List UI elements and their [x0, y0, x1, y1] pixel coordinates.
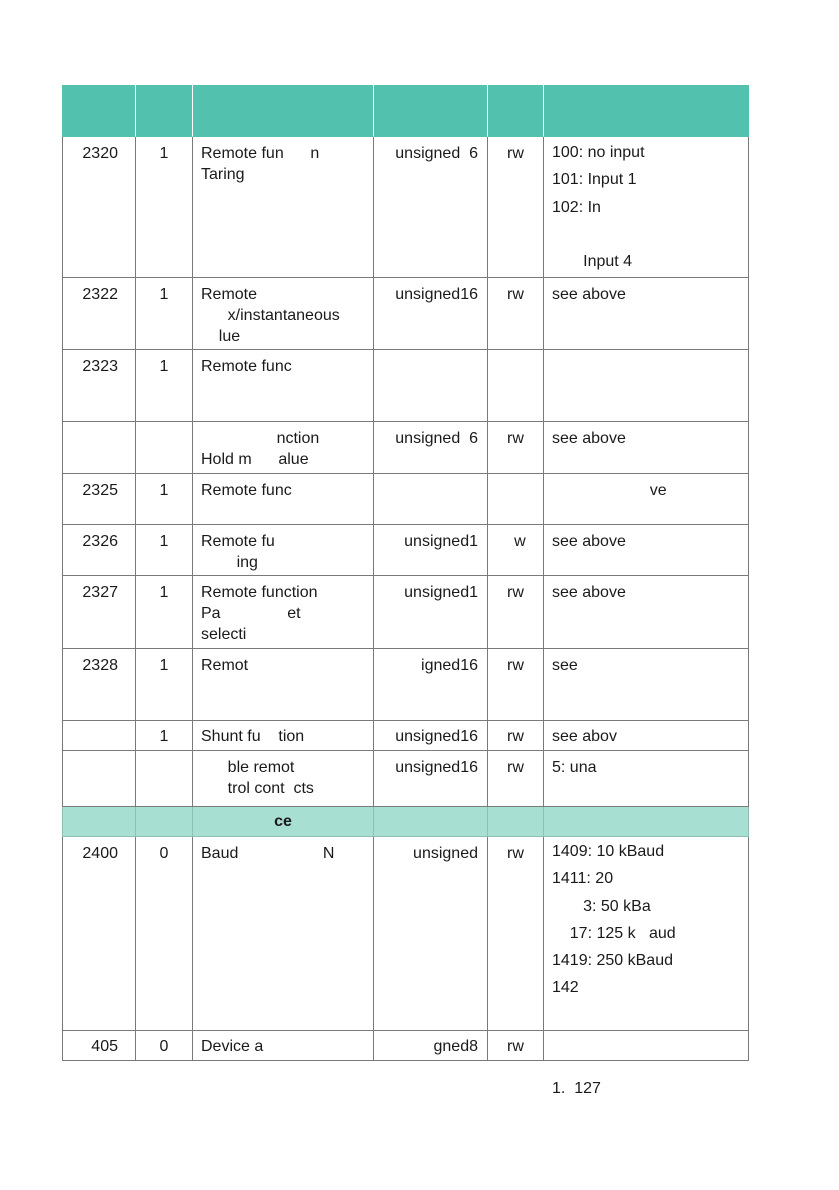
- table-header: [62, 85, 749, 137]
- type-cell: unsigned16: [374, 278, 488, 350]
- index-cell: 2325: [62, 474, 136, 525]
- index-cell: [62, 422, 136, 474]
- access-cell: [488, 474, 544, 525]
- subindex-cell: 1: [136, 137, 193, 278]
- access-cell: rw: [488, 278, 544, 350]
- type-cell: [374, 474, 488, 525]
- name-cell: ble remot trol cont cts: [193, 751, 374, 807]
- name-cell: Remote func: [193, 474, 374, 525]
- table-row: [62, 576, 749, 649]
- description-cell: [544, 350, 749, 422]
- type-cell: unsigned1: [374, 576, 488, 649]
- section-title: ce: [193, 807, 374, 837]
- table-row: [62, 137, 749, 278]
- type-cell: igned16: [374, 649, 488, 721]
- table-row: [62, 751, 749, 807]
- description-cell: 1. 127: [544, 1031, 749, 1061]
- table-row: [62, 525, 749, 576]
- table-row: [62, 278, 749, 350]
- name-cell: Remote fun n Taring: [193, 137, 374, 278]
- access-cell: rw: [488, 837, 544, 1031]
- section-cell: [374, 807, 488, 837]
- type-cell: gned8: [374, 1031, 488, 1061]
- description-cell: 100: no input 101: Input 1 102: In Input 4: [544, 137, 749, 278]
- name-cell: Remote function Pa et selecti: [193, 576, 374, 649]
- access-cell: [488, 350, 544, 422]
- section-cell: [488, 807, 544, 837]
- name-cell: Device a: [193, 1031, 374, 1061]
- description-cell: see above: [544, 576, 749, 649]
- name-cell: Remote x/instantaneous lue: [193, 278, 374, 350]
- type-cell: [374, 350, 488, 422]
- header-cell: [62, 85, 136, 137]
- subindex-cell: [136, 751, 193, 807]
- type-cell: unsigned1: [374, 525, 488, 576]
- description-cell: see above: [544, 278, 749, 350]
- header-cell: [374, 85, 488, 137]
- access-cell: rw: [488, 137, 544, 278]
- subindex-cell: 1: [136, 721, 193, 751]
- access-cell: rw: [488, 422, 544, 474]
- access-cell: rw: [488, 576, 544, 649]
- description-cell: see above: [544, 422, 749, 474]
- index-cell: [62, 721, 136, 751]
- name-cell: Remot: [193, 649, 374, 721]
- name-cell: nction Hold m alue: [193, 422, 374, 474]
- section-cell: [136, 807, 193, 837]
- table-row: [62, 422, 749, 474]
- subindex-cell: 1: [136, 350, 193, 422]
- subindex-cell: 1: [136, 649, 193, 721]
- type-cell: unsigned: [374, 837, 488, 1031]
- description-cell: see above: [544, 525, 749, 576]
- access-cell: w: [488, 525, 544, 576]
- type-cell: unsigned 6: [374, 137, 488, 278]
- description-cell: ve: [544, 474, 749, 525]
- table-row: [62, 1031, 749, 1097]
- index-cell: 405: [62, 1031, 136, 1061]
- subindex-cell: 0: [136, 1031, 193, 1061]
- type-cell: unsigned16: [374, 721, 488, 751]
- subindex-cell: 1: [136, 278, 193, 350]
- index-cell: 2400: [62, 837, 136, 1031]
- type-cell: unsigned16: [374, 751, 488, 807]
- access-cell: rw: [488, 721, 544, 751]
- type-cell: unsigned 6: [374, 422, 488, 474]
- section-cell: [62, 807, 136, 837]
- section-header-row: [62, 807, 749, 837]
- name-cell: Baud N: [193, 837, 374, 1031]
- subindex-cell: [136, 422, 193, 474]
- access-cell: rw: [488, 649, 544, 721]
- table-row: [62, 721, 749, 751]
- table-row: [62, 649, 749, 721]
- index-cell: 2320: [62, 137, 136, 278]
- name-cell: Remote fu ing: [193, 525, 374, 576]
- name-cell: Remote func: [193, 350, 374, 422]
- description-cell: 5: una: [544, 751, 749, 807]
- header-cell: [193, 85, 374, 137]
- description-cell: see: [544, 649, 749, 721]
- table-row: [62, 837, 749, 1031]
- name-cell: Shunt fu tion: [193, 721, 374, 751]
- index-cell: [62, 751, 136, 807]
- access-cell: rw: [488, 751, 544, 807]
- subindex-cell: 1: [136, 576, 193, 649]
- subindex-cell: 0: [136, 837, 193, 1031]
- header-cell: [544, 85, 749, 137]
- index-cell: 2327: [62, 576, 136, 649]
- index-cell: 2328: [62, 649, 136, 721]
- access-cell: rw: [488, 1031, 544, 1061]
- subindex-cell: 1: [136, 474, 193, 525]
- section-cell: [544, 807, 749, 837]
- description-cell: see abov: [544, 721, 749, 751]
- description-cell: 1409: 10 kBaud 1411: 20 3: 50 kBa 17: 125 k aud 1419: 250 kBaud 142: [544, 837, 749, 1031]
- header-cell: [136, 85, 193, 137]
- table-row: [62, 474, 749, 525]
- table-row: [62, 350, 749, 422]
- index-cell: 2323: [62, 350, 136, 422]
- header-cell: [488, 85, 544, 137]
- subindex-cell: 1: [136, 525, 193, 576]
- index-cell: 2326: [62, 525, 136, 576]
- index-cell: 2322: [62, 278, 136, 350]
